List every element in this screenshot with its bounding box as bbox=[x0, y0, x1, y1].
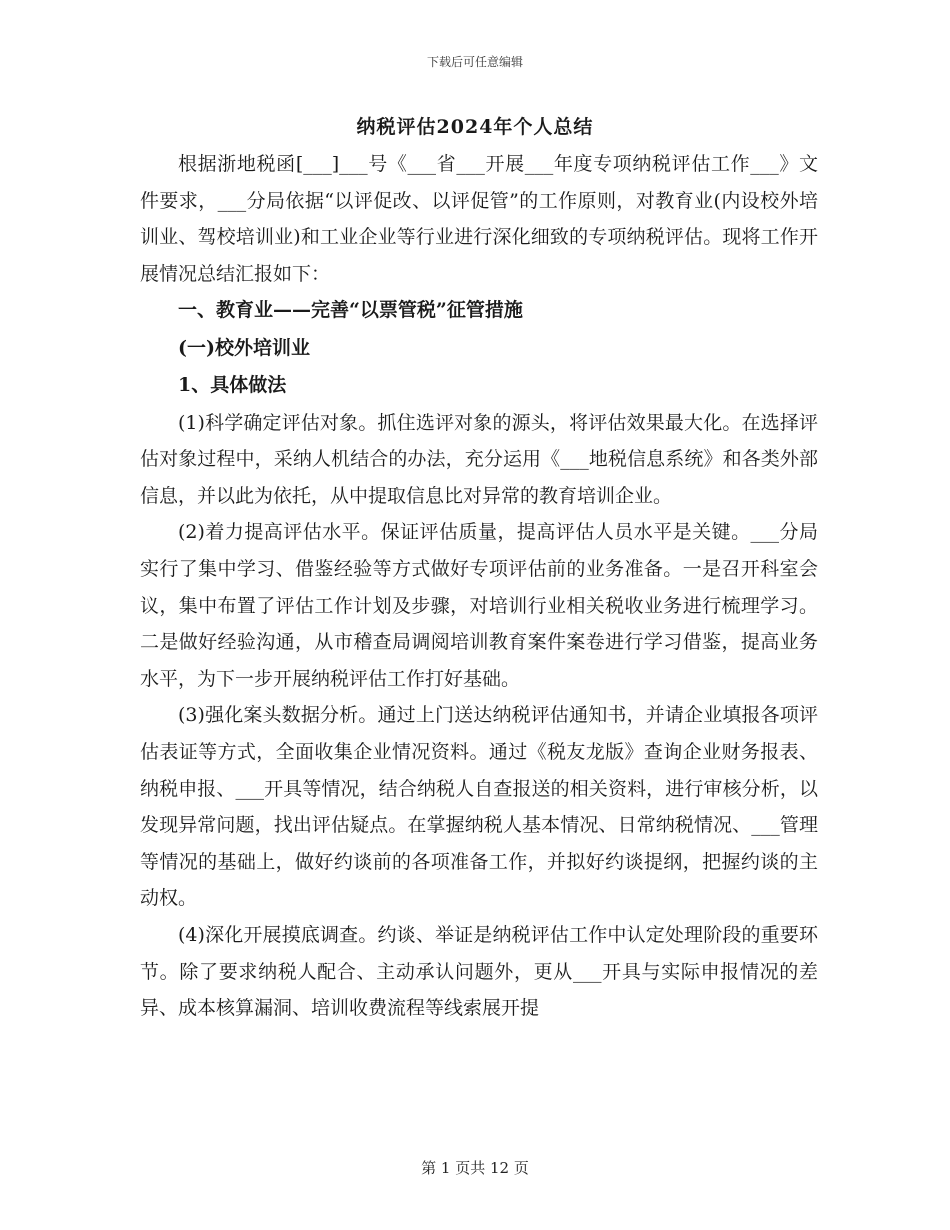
document-body bbox=[140, 146, 818, 1027]
section-heading: 一、教育业——完善“以票管税”征管措施 bbox=[178, 299, 523, 322]
paragraph-item-1: (1)科学确定评估对象。抓住选评对象的源头，将评估效果最大化。在选择评估对象过程中，采纳人机结合的办法，充分运用《___地税信息系统》和各类外部信息，并以此为依托，从中提取信息比对异常的教育培训企业。 bbox=[140, 411, 818, 507]
header-note: 下载后可任意编辑 bbox=[426, 55, 523, 69]
item-heading: 1、具体做法 bbox=[178, 374, 287, 397]
paragraph-item-2: (2)着力提高评估水平。保证评估质量，提高评估人员水平是关键。___分局实行了集中学习、借鉴经验等方式做好专项评估前的业务准备。一是召开科室会议，集中布置了评估工作计划及步骤，对培训行业相关税收业务进行梳理学习。二是做好经验沟通，从市稽查局调阅培训教育案件案卷进行学习借鉴，提高业务水平，为下一步开展纳税评估工作打好基础。 bbox=[140, 521, 818, 690]
page-footer: 第 1 页共 12 页 bbox=[421, 1159, 529, 1177]
intro-paragraph: 根据浙地税函[___]___号《___省___开展___年度专项纳税评估工作___》文件要求，___分局依据“以评促改、以评促管”的工作原则，对教育业(内设校外培训业、驾校培训业)和工业企业等行业进行深化细致的专项纳税评估。现将工作开展情况总结汇报如下： bbox=[140, 153, 818, 285]
paragraph-item-4: (4)深化开展摸底调查。约谈、举证是纳税评估工作中认定处理阶段的重要环节。除了要求纳税人配合、主动承认问题外，更从___开具与实际申报情况的差异、成本核算漏洞、培训收费流程等线索展开提 bbox=[140, 923, 818, 1020]
paragraph-item-3: (3)强化案头数据分析。通过上门送达纳税评估通知书，并请企业填报各项评估表证等方式，全面收集企业情况资料。通过《税友龙版》查询企业财务报表、纳税申报、___开具等情况，结合纳税人自查报送的相关资料，进行审核分析，以发现异常问题，找出评估疑点。在掌握纳税人基本情况、日常纳税情况、___管理等情况的基础上，做好约谈前的各项准备工作，并拟好约谈提纲，把握约谈的主动权。 bbox=[140, 704, 818, 910]
document-title: 纳税评估2024年个人总结 bbox=[356, 116, 594, 138]
subsection-heading: (一)校外培训业 bbox=[178, 336, 310, 359]
